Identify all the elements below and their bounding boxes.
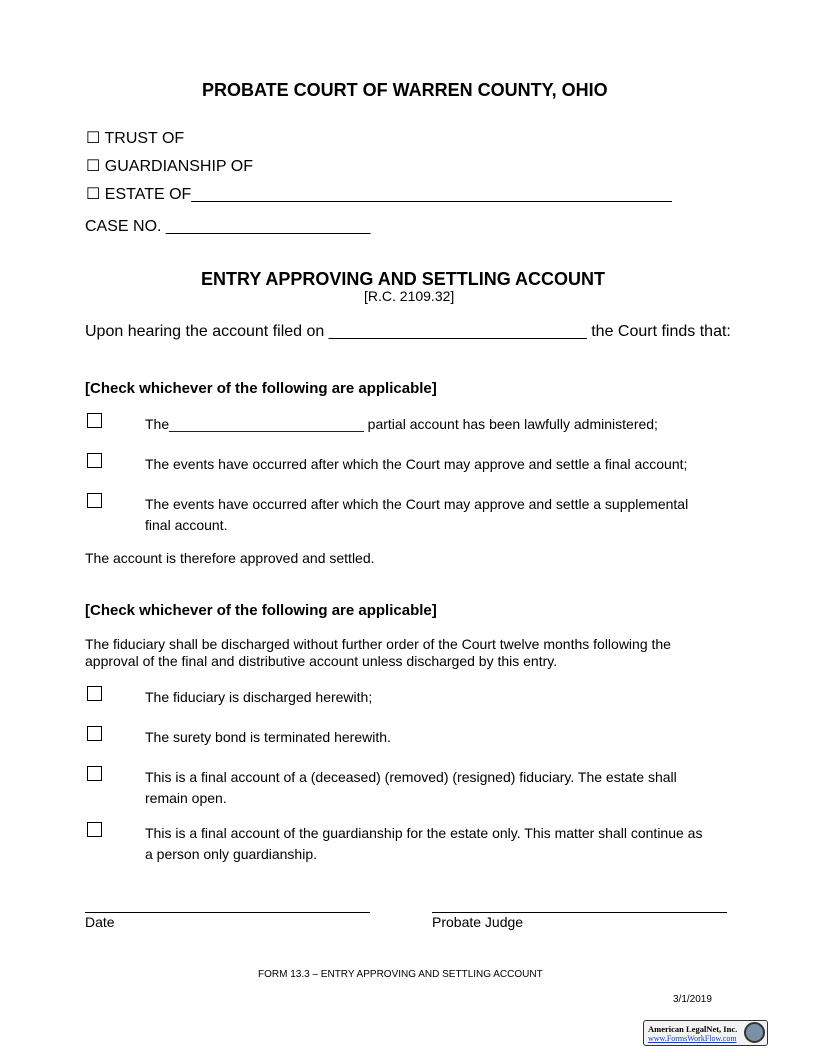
final-account-checkbox[interactable] [87,453,102,468]
revision-date: 3/1/2019 [673,994,712,1005]
fiduciary-discharged-checkbox[interactable] [87,686,102,701]
date-label: Date [85,914,115,930]
guardianship-of-option[interactable]: ☐ GUARDIANSHIP OF [86,158,253,175]
date-signature-line[interactable] [85,912,370,913]
discharge-intro-line2: approval of the final and distributive account unless discharged by this entry. [85,653,558,669]
statute-reference: [R.C. 2109.32] [364,288,455,304]
logo-website-link[interactable]: www.FormsWorkFlow.com [648,1034,737,1043]
case-number-field[interactable]: CASE NO. _______________________ [85,218,371,235]
legalnet-logo[interactable] [643,1020,768,1046]
judge-signature-line[interactable] [432,912,727,913]
trust-of-option[interactable]: ☐ TRUST OF [86,130,185,147]
approval-conclusion: The account is therefore approved and settled. [85,550,375,566]
supplemental-account-checkbox[interactable] [87,493,102,508]
estate-of-option[interactable]: ☐ ESTATE OF______________________________________________________ [86,186,672,203]
section1-heading: [Check whichever of the following are applicable] [85,380,437,397]
surety-bond-text: The surety bond is terminated herewith. [145,729,391,745]
partial-account-text: The_________________________ partial account has been lawfully administered; [145,416,658,432]
seal-icon [744,1022,765,1043]
hearing-statement[interactable]: Upon hearing the account filed on _____________________________ the Court finds that: [85,323,731,340]
logo-company-name: American LegalNet, Inc. [648,1024,738,1034]
section2-heading: [Check whichever of the following are applicable] [85,602,437,619]
entry-title: ENTRY APPROVING AND SETTLING ACCOUNT [201,269,606,289]
final-account-text: The events have occurred after which the Court may approve and settle a final account; [145,456,688,472]
guardianship-final-account-checkbox[interactable] [87,822,102,837]
partial-account-checkbox[interactable] [87,413,102,428]
supplemental-account-text-line2: final account. [145,517,228,533]
surety-bond-checkbox[interactable] [87,726,102,741]
judge-label: Probate Judge [432,914,524,930]
discharge-intro-line1: The fiduciary shall be discharged without further order of the Court twelve months following the [85,636,671,652]
supplemental-account-text-line1: The events have occurred after which the Court may approve and settle a supplemental [145,496,689,512]
form-footer-title: FORM 13.3 – ENTRY APPROVING AND SETTLING ACCOUNT [258,969,543,980]
court-title: PROBATE COURT OF WARREN COUNTY, OHIO [202,80,608,100]
fiduciary-discharged-text: The fiduciary is discharged herewith; [145,689,373,705]
fiduciary-final-account-checkbox[interactable] [87,766,102,781]
fiduciary-final-account-text-line2: remain open. [145,790,227,806]
fiduciary-final-account-text-line1: This is a final account of a (deceased) (removed) (resigned) fiduciary. The estate shall [145,769,677,785]
guardianship-final-account-text-line1: This is a final account of the guardianship for the estate only. This matter shall continue as [145,825,703,841]
guardianship-final-account-text-line2: a person only guardianship. [145,846,318,862]
